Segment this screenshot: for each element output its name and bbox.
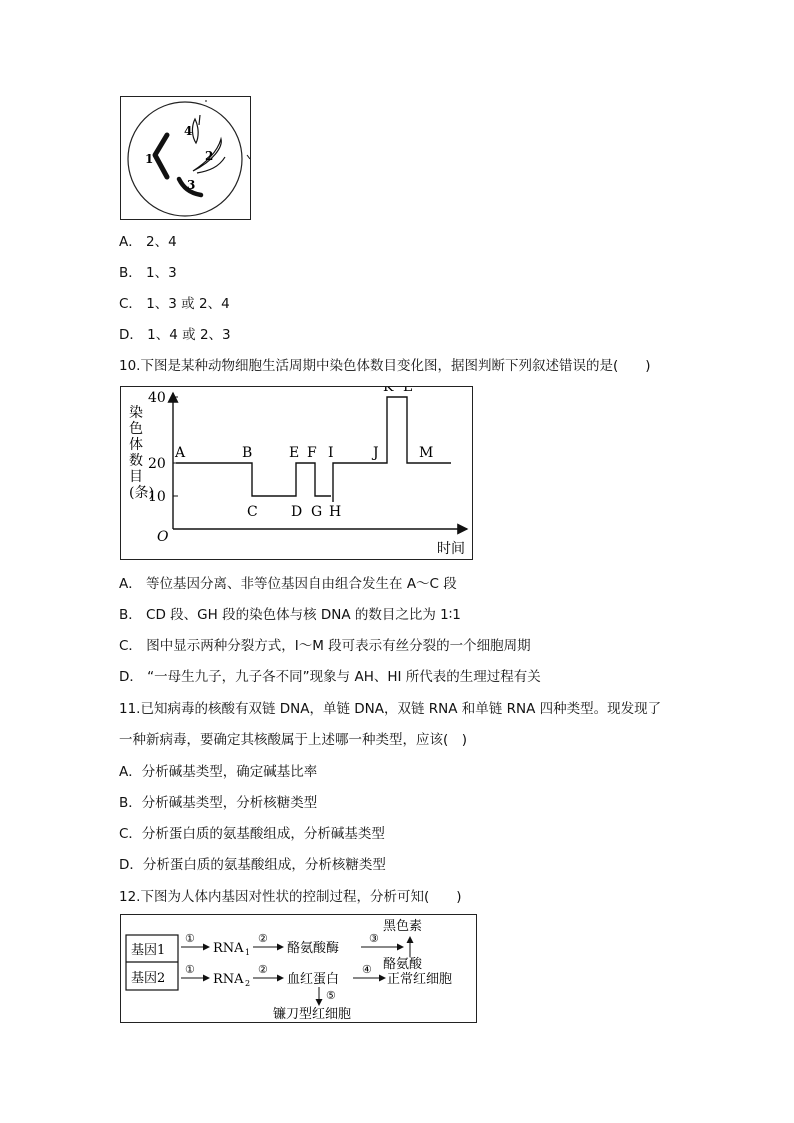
q10-stem: 10.下图是某种动物细胞生活周期中染色体数目变化图，据图判断下列叙述错误的是( ) [119,358,651,374]
hemoglobin-label: 血红蛋白 [287,972,340,987]
tyrosine-label: 酪氨酸 [383,957,423,972]
point-label-m: M [419,445,434,461]
enzyme-label: 酪氨酸酶 [287,941,340,956]
q11-stem-line1: 11.已知病毒的核酸有双链 DNA，单链 DNA，双链 RNA 和单链 RNA 四种类型。现发现了 [119,701,662,717]
chromosome-chart [120,386,473,560]
y-axis-label-char: 目 [129,469,143,485]
step2-top: ② [258,932,268,945]
step4: ④ [362,963,372,976]
step1-bottom: ① [185,963,195,976]
rna1-label: RNA [213,941,244,956]
gene1-label: 基因1 [131,943,166,958]
point-label-k: K [383,387,394,395]
point-label-b: B [242,445,253,461]
q12-stem: 12.下图为人体内基因对性状的控制过程，分析可知( ) [119,889,462,905]
normal-rbc-label: 正常红细胞 [387,972,453,987]
step1-top: ① [185,932,195,945]
point-label-j: J [373,445,379,461]
q11-option-a: A．分析碱基类型，确定碱基比率 [119,764,318,780]
label-3: 3 [187,178,196,192]
label-2: 2 [205,149,214,163]
series-line-part1 [176,463,331,496]
rna2-subscript: 2 [245,979,251,988]
point-label-g: G [311,504,323,520]
y-tick-label: 10 [148,489,166,505]
y-axis-label-char: (条) [129,485,154,501]
chromosome-1 [155,135,167,177]
q10-option-d: D． “一母生九子，九子各不同”现象与 AH、HI 所代表的生理过程有关 [119,669,541,685]
y-tick-label: 40 [148,390,166,406]
q9-option-b: B． 1、3 [119,265,177,281]
gene2-label: 基因2 [131,971,166,986]
q11-option-c: C．分析蛋白质的氨基酸组成，分析碱基类型 [119,826,385,842]
rna1-subscript: 1 [245,948,251,957]
point-label-e: E [289,445,300,461]
q9-option-c: C． 1、3 或 2、4 [119,296,230,312]
q9-option-d: D． 1、4 或 2、3 [119,327,231,343]
point-label-f: F [307,445,317,461]
y-axis-label-char: 数 [129,453,143,469]
point-label-l: L [403,387,413,395]
point-label-c: C [247,504,258,520]
point-label-i: I [328,445,334,461]
q10-option-a: A． 等位基因分离、非等位基因自由组合发生在 A～C 段 [119,576,457,592]
chromosome-4-tail [199,115,200,125]
melanin-label: 黑色素 [383,919,423,934]
y-axis-label-char: 色 [129,421,143,437]
q11-option-b: B．分析碱基类型，分析核糖类型 [119,795,318,811]
label-1: 1 [145,152,154,166]
y-axis-label-char: 染 [129,405,143,421]
q11-option-d: D．分析蛋白质的氨基酸组成，分析核糖类型 [119,857,386,873]
sickle-rbc-label: 镰刀型红细胞 [273,1007,352,1022]
y-tick-label: 20 [148,456,166,472]
chromosome-4 [192,119,198,143]
edge-mark [247,155,250,159]
q10-option-b: B． CD 段、GH 段的染色体与核 DNA 的数目之比为 1∶1 [119,607,461,623]
label-4: 4 [184,124,193,138]
y-axis-label-char: 体 [129,437,143,453]
point-label-h: H [329,504,342,520]
q10-option-c: C． 图中显示两种分裂方式，I～M 段可表示有丝分裂的一个细胞周期 [119,638,531,654]
q11-stem-line2: 一种新病毒，要确定其核酸属于上述哪一种类型，应该( ) [119,732,468,748]
q9-option-a: A． 2、4 [119,234,177,250]
rna2-label: RNA [213,972,244,987]
x-axis-label: 时间 [437,541,465,557]
point-label-d: D [291,504,303,520]
point-label-a: A [175,445,186,461]
cell-figure-svg [121,97,250,219]
gene-diagram-svg [121,915,476,1022]
gene-control-diagram [120,914,477,1023]
step2-bottom: ② [258,963,268,976]
step5: ⑤ [326,989,336,1002]
step3: ③ [369,932,379,945]
origin-label: O [157,529,169,545]
chromosome-chart-svg [121,387,472,559]
cell-figure [120,96,251,220]
